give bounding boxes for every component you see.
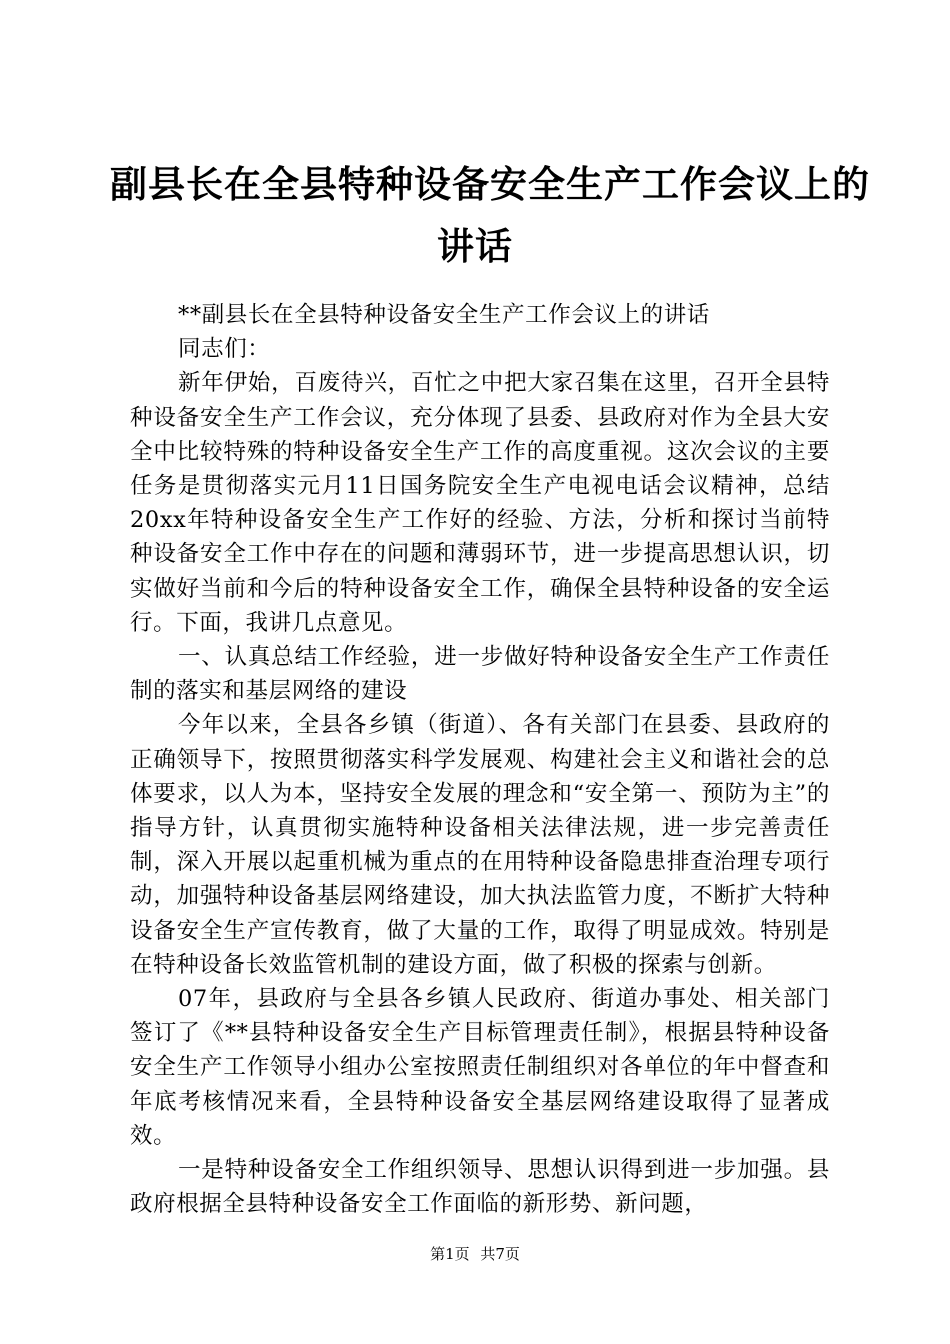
page-total: 共7页	[480, 1245, 520, 1263]
page-footer	[0, 1244, 950, 1264]
document-title-line-1: 副县长在全县特种设备安全生产工作会议上的	[110, 162, 870, 206]
salutation-paragraph: 同志们：	[178, 336, 271, 363]
section-heading-paragraph: 一、认真总结工作经验，进一步做好特种设备安全生产工作责任制的落实和基层网络的建设	[130, 644, 830, 705]
page-number: 第1页	[430, 1245, 470, 1263]
document-title-line-2: 讲话	[437, 224, 513, 268]
body-paragraph: 一是特种设备安全工作组织领导、思想认识得到进一步加强。县政府根据全县特种设备安全工作面临的新形势、新问题，	[130, 1157, 830, 1218]
body-paragraph: 新年伊始，百废待兴，百忙之中把大家召集在这里，召开全县特种设备安全生产工作会议，充分体现了县委、县政府对作为全县大安全中比较特殊的特种设备安全生产工作的高度重视。这次会议的主要任务是贯彻落实元月11日国务院安全生产电视电话会议精神，总结20xx年特种设备安全生产工作好的经验、方法，分析和探讨当前特种设备安全工作中存在的问题和薄弱环节，进一步提高思想认识，切实做好当前和今后的特种设备安全工作，确保全县特种设备的安全运行。下面，我讲几点意见。	[130, 370, 830, 636]
document-body	[130, 298, 830, 1221]
body-paragraph: 今年以来，全县各乡镇（街道）、各有关部门在县委、县政府的正确领导下，按照贯彻落实科学发展观、构建社会主义和谐社会的总体要求，以人为本，坚持安全发展的理念和“安全第一、预防为主”的指导方针，认真贯彻实施特种设备相关法律法规，进一步完善责任制，深入开展以起重机械为重点的在用特种设备隐患排查治理专项行动，加强特种设备基层网络建设，加大执法监管力度，不断扩大特种设备安全生产宣传教育，做了大量的工作，取得了明显成效。特别是在特种设备长效监管机制的建设方面，做了积极的探索与创新。	[130, 712, 830, 978]
subtitle-paragraph: **副县长在全县特种设备安全生产工作会议上的讲话	[178, 302, 710, 328]
body-paragraph: 07年，县政府与全县各乡镇人民政府、街道办事处、相关部门签订了《**县特种设备安全生产目标管理责任制》，根据县特种设备安全生产工作领导小组办公室按照责任制组织对各单位的年中督查和年底考核情况来看，全县特种设备安全基层网络建设取得了显著成效。	[130, 986, 830, 1149]
